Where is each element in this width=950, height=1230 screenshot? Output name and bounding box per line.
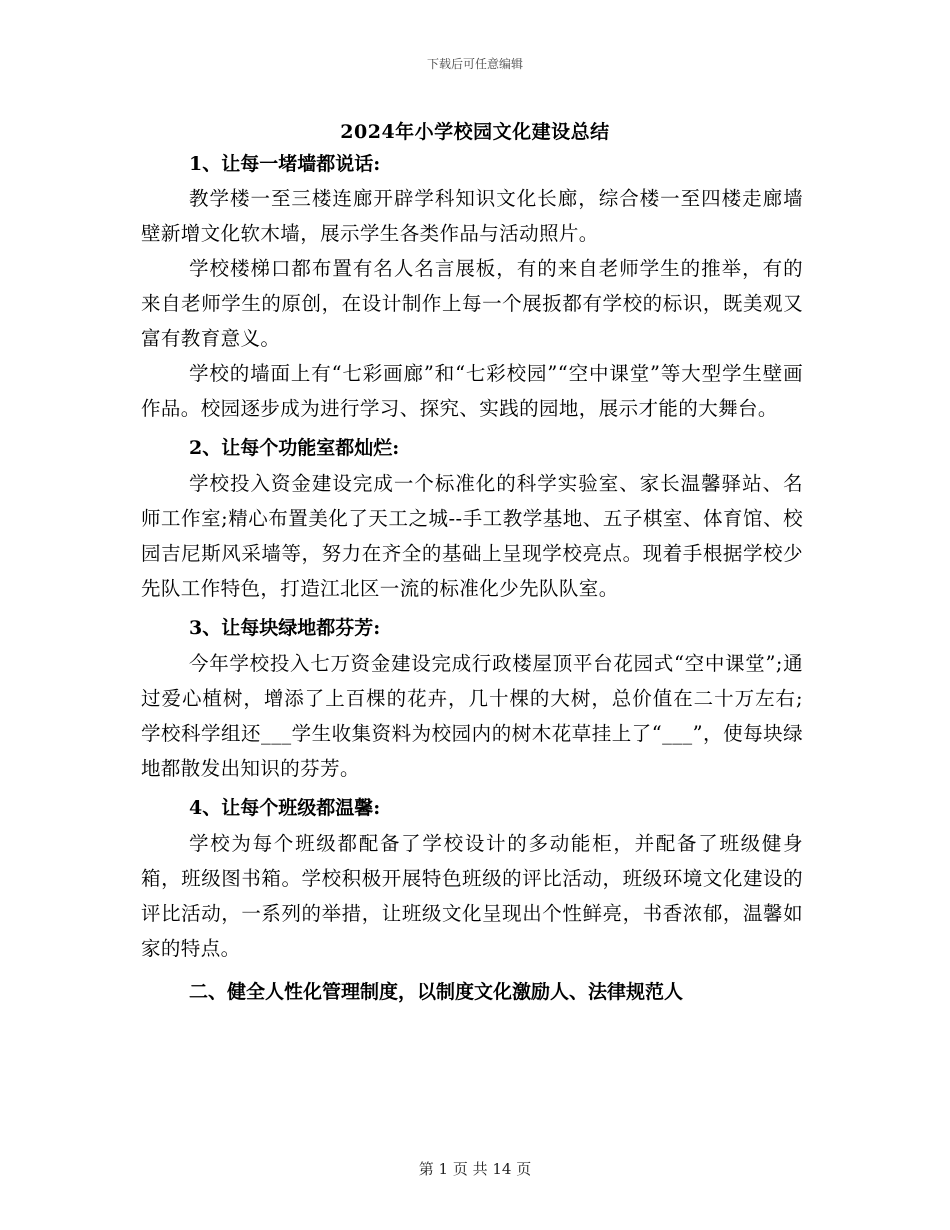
paragraph: 学校的墙面上有“七彩画廊”和“七彩校园”“空中课堂”等大型学生壁画作品。校园逐步成为进行学习、探究、实践的园地，展示才能的大舞台。 [141,362,803,420]
paragraph: 学校为每个班级都配备了学校设计的多动能柜，并配备了班级健身箱，班级图书箱。学校积极开展特色班级的评比活动，班级环境文化建设的评比活动，一系列的举措，让班级文化呈现出个性鲜亮，书香浓郁，温馨如家的特点。 [141,832,803,960]
paragraph: 教学楼一至三楼连廊开辟学科知识文化长廊，综合楼一至四楼走廊墙壁新增文化软木墙，展示学生各类作品与活动照片。 [141,187,803,245]
document-body [141,148,803,1010]
document-title: 2024年小学校园文化建设总结 [340,121,610,143]
chapter-heading-2: 二、健全人性化管理制度，以制度文化激励人、法律规范人 [189,981,684,1003]
page-number: 第 1 页 共 14 页 [418,1160,532,1178]
paragraph: 学校楼梯口都布置有名人名言展板，有的来自老师学生的推举，有的来自老师学生的原创，在设计制作上每一个展扳都有学校的标识，既美观又富有教育意义。 [141,257,803,350]
section-heading-4: 4、让每个班级都温馨: [189,797,381,819]
page-header: 下载后可任意编辑 [426,57,523,71]
section-heading-1: 1、让每一堵墙都说话: [189,153,381,175]
paragraph: 学校投入资金建设完成一个标准化的科学实验室、家长温馨驿站、名师工作室;精心布置美化了天工之城--手工教学基地、五子棋室、体育馆、校园吉尼斯风采墙等，努力在齐全的基础上呈现学校亮点。现着手根据学校少先队工作特色，打造江北区一流的标准化少先队队室。 [141,472,803,600]
section-heading-2: 2、让每个功能室都灿烂: [189,437,400,459]
section-heading-3: 3、让每块绿地都芬芳: [189,617,381,639]
paragraph: 今年学校投入七万资金建设完成行政楼屋顶平台花园式“空中课堂”;通过爱心植树，增添了上百棵的花卉，几十棵的大树，总价值在二十万左右;学校科学组还___学生收集资料为校园内的树木花草挂上了“___”，使每块绿地都散发出知识的芬芳。 [141,652,803,780]
